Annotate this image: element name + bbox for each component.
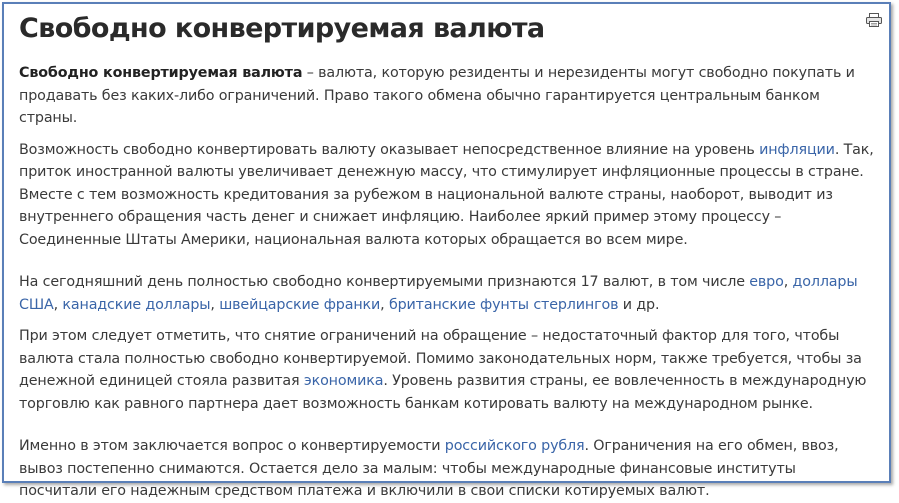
separator: , (380, 296, 389, 313)
link-gbp[interactable]: британские фунты стерлингов (388, 296, 619, 313)
paragraph-text: . Уровень развития страны, ее вовлеченность в международную торговлю как равного партнера дает возможность банкам котировать валюту на международном рынке. (19, 373, 867, 412)
link-usd[interactable]: доллары США (19, 274, 858, 313)
paragraph-ruble (19, 435, 877, 503)
defined-term: Свободно конвертируемая валюта (19, 65, 303, 81)
paragraph-text: Именно в этом заключается вопрос о конвертируемости (19, 438, 445, 454)
paragraph-definition (19, 62, 877, 130)
link-chf[interactable]: швейцарские франки (219, 296, 381, 313)
paragraph-text: – валюта, которую резиденты и нерезиденты могут свободно покупать и продавать без каких-либо ограничений. Право такого обмена обычно гарантируется центральным банком страны. (19, 65, 855, 126)
paragraph-conditions (19, 325, 877, 415)
link-euro[interactable]: евро (749, 274, 784, 290)
paragraph-text: При этом следует отметить, что снятие ограничений на обращение – недостаточный фактор для того, чтобы валюта стала полностью свободно конвертируемой. Помимо законодательных норм, также требуется, чтобы за денежной единицей стояла развитая (19, 328, 862, 389)
paragraph-text: Возможность свободно конвертировать валюту оказывает непосредственное влияние на уровень (19, 141, 760, 158)
link-economy[interactable]: экономика (303, 373, 384, 389)
page-title: Свободно конвертируемая валюта (19, 13, 545, 44)
paragraph-text: На сегодняшний день полностью свободно конвертируемыми признаются 17 валют, в том числе (19, 274, 750, 290)
paragraph-currencies (19, 271, 877, 316)
paragraph-text: и др. (618, 296, 660, 313)
article-body (19, 10, 877, 503)
separator: , (53, 296, 63, 313)
paragraph-text: . Так, приток иностранной валюты увеличивает денежную массу, что стимулирует инфляционные процессы в стране. Вместе с тем возможность кредитования за рубежом в национальной валюте страны, наоборот, выводит из внутреннего обращения часть денег и снижает инфляцию. Наиболее яркий пример этому процессу – Соединенные Штаты Америки, национальная валюта которых обращается во всем мире. (19, 141, 874, 248)
link-inflation[interactable]: инфляции (759, 141, 835, 158)
paragraph-inflation (19, 139, 877, 252)
separator: , (783, 274, 793, 290)
link-ruble[interactable]: российского рубля (444, 438, 585, 454)
article-frame (2, 2, 891, 499)
paragraph-text: . Ограничения на его обмен, ввоз, вывоз постепенно снимаются. Остается дело за малым: чтобы международные финансовые институты посчитали его надежным средством платежа и включили в свои списки котируемых валют. (19, 438, 839, 499)
separator: , (210, 296, 220, 313)
link-cad[interactable]: канадские доллары (62, 296, 211, 313)
